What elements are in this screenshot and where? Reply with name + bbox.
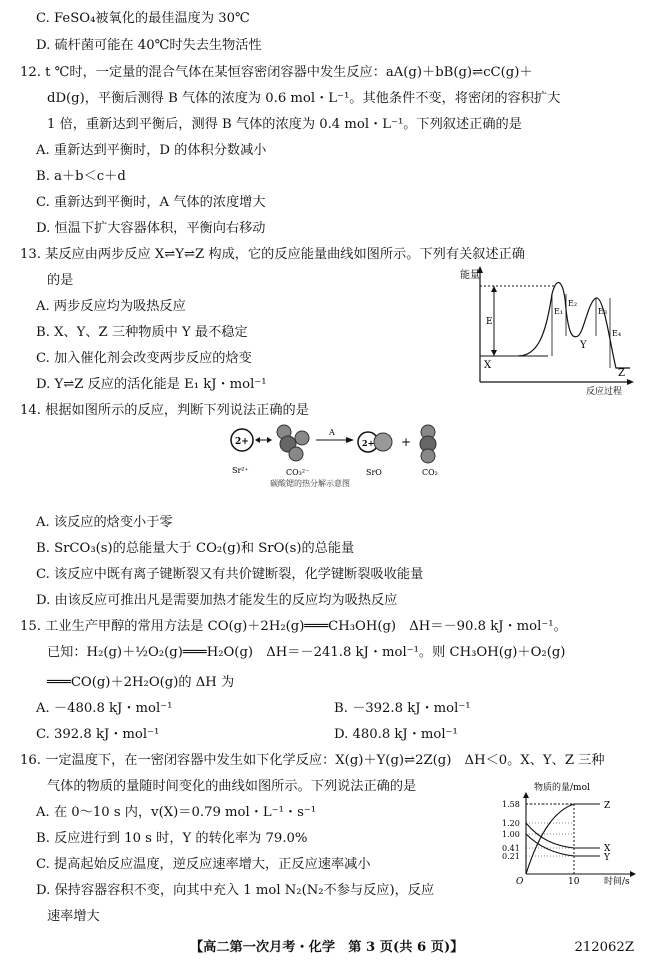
energy-label-Y: Y <box>580 340 587 351</box>
text-line: D. Y⇌Z 反应的活化能是 E₁ kJ・mol⁻¹ <box>36 377 267 392</box>
text-line: B. SrCO₃(s)的总能量大于 CO₂(g)和 SrO(s)的总能量 <box>36 541 355 556</box>
text-line: 14. 根据如图所示的反应，判断下列说法正确的是 <box>20 403 309 418</box>
x-tick-10: 10 <box>568 877 580 887</box>
text-line: D. 保持容器容积不变，向其中充入 1 mol N₂(N₂不参与反应)，反应 <box>36 883 435 898</box>
text-line: 12. t ℃时，一定量的混合气体在某恒容密闭容器中发生反应：aA(g)＋bB(g)⇌cC(g)＋ <box>20 65 533 80</box>
energy-curve <box>518 283 630 368</box>
energy-label-E1: E₁ <box>554 307 564 316</box>
text-line: D. 恒温下扩大容器体积，平衡向右移动 <box>36 221 266 236</box>
label-co2: CO₂ <box>422 468 438 477</box>
text-line: 已知：H₂(g)＋½O₂(g)═══H₂O(g) ΔH＝－241.8 kJ・mol⁻¹。则 CH₃OH(g)＋O₂(g) <box>47 645 566 660</box>
caption: 碳酸锶的热分解示意图 <box>270 479 350 488</box>
text-line: D. 由该反应可推出凡是需要加热才能发生的反应均为吸热反应 <box>36 593 398 608</box>
option-right: B. －392.8 kJ・mol⁻¹ <box>334 701 471 716</box>
text-line: D. 硫杆菌可能在 40℃时失去生物活性 <box>36 38 262 53</box>
footer-title: 【高二第一次月考・化学 第 3 页(共 6 页)】 <box>190 940 464 955</box>
energy-label-E2: E₂ <box>568 299 578 308</box>
energy-label-E3: E₃ <box>598 307 608 316</box>
svg-text:2+: 2+ <box>235 437 249 447</box>
text-line: B. 反应进行到 10 s 时，Y 的转化率为 79.0% <box>36 831 308 846</box>
label-X: X <box>604 844 611 854</box>
energy-label-X: X <box>484 360 492 371</box>
text-line: C. FeSO₄被氧化的最佳温度为 30℃ <box>36 11 250 26</box>
y-tick-label: 1.00 <box>502 830 520 839</box>
plus-sign: + <box>401 435 412 449</box>
text-line: A. 重新达到平衡时，D 的体积分数减小 <box>36 143 267 158</box>
text-line: dD(g)，平衡后测得 B 气体的浓度为 0.6 mol・L⁻¹。其他条件不变，将密闭的容积扩大 <box>47 91 561 106</box>
text-line: 1 倍，重新达到平衡后，测得 B 气体的浓度为 0.4 mol・L⁻¹。下列叙述正确的是 <box>47 117 522 132</box>
y-tick-label: 0.21 <box>502 852 520 861</box>
text-line: C. 392.8 kJ・mol⁻¹ <box>36 727 160 742</box>
text-line: 15. 工业生产甲醇的常用方法是 CO(g)＋2H₂(g)═══CH₃OH(g) ΔH＝－90.8 kJ・mol⁻¹。 <box>20 619 567 634</box>
energy-y-label: 能量 <box>460 270 480 281</box>
y-tick-label: 1.58 <box>502 800 520 809</box>
text-line: 气体的物质的量随时间变化的曲线如图所示。下列说法正确的是 <box>47 779 417 794</box>
y-tick-label: 0.41 <box>502 844 520 853</box>
text-line: B. a＋b＜c＋d <box>36 169 126 184</box>
label-Y: Y <box>604 853 610 863</box>
amount-time-chart <box>500 780 640 886</box>
energy-label-E4: E₄ <box>612 329 622 338</box>
chart-y-label: 物质的量/mol <box>534 783 590 793</box>
text-line: B. X、Y、Z 三种物质中 Y 最不稳定 <box>36 325 248 340</box>
decomposition-diagram <box>228 424 448 500</box>
arrow-label: A <box>329 428 335 437</box>
text-line: A. 两步反应均为吸热反应 <box>36 299 186 314</box>
text-line: C. 加入催化剂会改变两步反应的焓变 <box>36 351 252 366</box>
text-line: 速率增大 <box>47 909 100 924</box>
text-line: ═══CO(g)＋2H₂O(g)的 ΔH 为 <box>47 675 235 690</box>
y-tick-label: 1.20 <box>502 819 520 828</box>
energy-diagram <box>460 264 636 397</box>
text-line: A. 该反应的焓变小于零 <box>36 515 173 530</box>
text-line: C. 重新达到平衡时，A 气体的浓度增大 <box>36 195 266 210</box>
footer-code: 212062Z <box>574 940 634 955</box>
origin: O <box>516 877 524 887</box>
label-Z: Z <box>604 801 611 811</box>
text-line: 的是 <box>47 273 74 288</box>
chart-x-label: 时间/s <box>604 877 630 887</box>
energy-x-label: 反应过程 <box>586 387 623 397</box>
text-line: C. 提高起始反应温度，逆反应速率增大，正反应速率减小 <box>36 857 371 872</box>
series-Z <box>526 804 600 874</box>
energy-label-E: E <box>486 317 493 327</box>
energy-label-Z: Z <box>618 368 625 379</box>
label-co3: CO₃²⁻ <box>286 468 310 477</box>
label-sr: Sr²⁺ <box>232 466 249 475</box>
option-right: D. 480.8 kJ・mol⁻¹ <box>334 727 458 742</box>
svg-text:2+: 2+ <box>362 438 375 448</box>
text-line: 16. 一定温度下，在一密闭容器中发生如下化学反应：X(g)＋Y(g)⇌2Z(g) ΔH＜0。X、Y、Z 三种 <box>20 753 605 768</box>
text-line: 13. 某反应由两步反应 X⇌Y⇌Z 构成，它的反应能量曲线如图所示。下列有关叙述正确 <box>20 247 525 262</box>
label-sro: SrO <box>366 468 382 477</box>
text-line: A. 在 0～10 s 内，v(X)＝0.79 mol・L⁻¹・s⁻¹ <box>36 805 317 820</box>
text-line: A. －480.8 kJ・mol⁻¹ <box>36 701 173 716</box>
text-line: C. 该反应中既有离子键断裂又有共价键断裂，化学键断裂吸收能量 <box>36 567 424 582</box>
